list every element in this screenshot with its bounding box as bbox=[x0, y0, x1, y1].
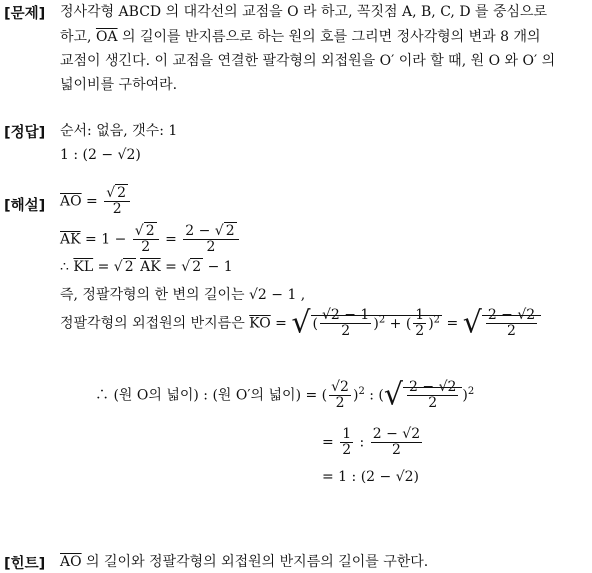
numerator: 2 − √ 2 bbox=[183, 224, 238, 240]
numerator: √ 2 bbox=[104, 186, 130, 202]
numerator: 1 bbox=[415, 307, 425, 323]
solution-label: [해설] bbox=[4, 198, 46, 214]
hint-line bbox=[60, 552, 428, 572]
segment-ko: $\overline{KO}$ bbox=[249, 315, 271, 332]
solution-ratio-line: ∴ (원 O의 넓이) : (원 O′의 넓이) = ( $\frac{√2}{2}$ )$^2$ : (√ $\frac{2 - √2}{2}$ )$^2$ bbox=[95, 377, 475, 413]
big-radical: √ bbox=[291, 305, 311, 341]
answer-line-2: 1 : (2 − √2) bbox=[60, 147, 141, 163]
equals: = bbox=[86, 193, 98, 210]
radicand: 2 bbox=[117, 185, 127, 201]
ratio-left: (원 O의 넓이) : (원 O′의 넓이) bbox=[113, 387, 302, 404]
numerator: 2 − √2 bbox=[487, 307, 536, 323]
numerator: 2 − √2 bbox=[409, 379, 457, 395]
denominator: 2 bbox=[428, 395, 438, 411]
denominator: 2 bbox=[341, 323, 351, 339]
segment-ao-hint: $\overline{AO}$ bbox=[60, 554, 82, 570]
problem-line-2 bbox=[60, 27, 541, 47]
numerator: 1 bbox=[342, 426, 352, 442]
numerator: √ 2 bbox=[133, 224, 159, 240]
solution-ak-line bbox=[60, 224, 241, 255]
segment-ak-2: $\overline{AK}$ bbox=[140, 259, 161, 275]
therefore-symbol: ∴ bbox=[60, 259, 69, 275]
radicand-expression-2 bbox=[482, 307, 541, 339]
radicand: 2 bbox=[225, 223, 235, 239]
segment-oa: $\overline{OA}$ bbox=[95, 29, 118, 45]
solution-line-4: 즉, 정팔각형의 한 변의 길이는 √2 − 1 , bbox=[60, 287, 306, 303]
problem-line-2-post: 의 길이를 반지름으로 하는 원의 호를 그리면 정사각형의 변과 8 개의 bbox=[122, 29, 541, 45]
segment-kl: $\overline{KL}$ bbox=[73, 259, 94, 275]
hint-label: [힌트] bbox=[4, 556, 46, 572]
fraction-sqrt2-over-2 bbox=[329, 380, 351, 411]
big-radical-3: √ bbox=[383, 377, 404, 413]
problem-line-1: 정사각형 ABCD 의 대각선의 교점을 O 라 하고, 꼭짓점 A, B, C, D 를 중심으로 bbox=[60, 4, 548, 20]
solution-ao-line bbox=[60, 186, 132, 217]
radicand: 2 bbox=[192, 259, 202, 275]
denominator: 2 bbox=[335, 395, 345, 411]
answer-line-1: 순서: 없음, 갯수: 1 bbox=[60, 123, 178, 139]
numerator: 2 − √2 bbox=[372, 426, 421, 442]
fraction-1-over-2 bbox=[340, 427, 353, 458]
fraction-sqrt2-over-2 bbox=[104, 186, 130, 217]
fraction-sqrt2-minus-1-over-2 bbox=[320, 308, 371, 339]
equals: = bbox=[85, 231, 97, 248]
radicand-expression-3 bbox=[403, 379, 462, 411]
fraction-2-minus-sqrt2-over-2 bbox=[183, 224, 238, 255]
big-radical-2: √ bbox=[462, 305, 482, 341]
solution-ratio-line-2: = $\frac{1}{2}$ : $\frac{2 - √2}{2}$ bbox=[322, 426, 421, 458]
radicand: 2 bbox=[145, 223, 155, 239]
denominator: 2 bbox=[342, 442, 352, 458]
fraction-2-minus-sqrt2-over-2 bbox=[371, 427, 422, 458]
problem-line-2-pre: 하고, bbox=[60, 29, 92, 45]
solution-final: = 1 : (2 − √2) bbox=[322, 469, 419, 485]
denominator: 2 bbox=[415, 323, 425, 339]
problem-label: [문제] bbox=[4, 6, 46, 22]
segment-ak: $\overline{AK}$ bbox=[60, 231, 81, 248]
radicand-expression: ( $\frac{√2 - 1}{2}$ )$^2$ + ( $\frac{1}{2}$ )$^2$ bbox=[312, 307, 441, 339]
denominator: 2 bbox=[507, 323, 516, 339]
answer-label: [정답] bbox=[4, 125, 46, 141]
solution-radius-line: 정팔각형의 외접원의 반지름은 $\overline{KO}$ = √ ( $\frac{√2 - 1}{2}$ )$^2$ + ( $\frac{1}{2}$ )$^2$ = √ $\frac{2 - √2}{2}$ bbox=[60, 308, 541, 339]
radicand: 2 bbox=[124, 259, 134, 275]
therefore-symbol-2: ∴ bbox=[95, 387, 109, 404]
fraction-sqrt2-over-2 bbox=[133, 224, 159, 255]
hint-text: 의 길이와 정팔각형의 외접원의 반지름의 길이를 구한다. bbox=[86, 554, 429, 570]
denominator: 2 bbox=[391, 442, 401, 458]
denominator: 2 bbox=[112, 201, 122, 217]
solution-kl-line: ∴ $\overline{KL}$ = √ 2 $\overline{AK}$ = √ 2 − 1 bbox=[60, 259, 233, 275]
segment-ao: $\overline{AO}$ bbox=[60, 193, 82, 210]
one: 1 bbox=[101, 231, 111, 248]
fraction-2-minus-sqrt2-over-2 bbox=[407, 380, 458, 411]
numerator: √2 bbox=[331, 379, 349, 395]
minus: − bbox=[114, 231, 127, 248]
radius-text: 정팔각형의 외접원의 반지름은 bbox=[60, 315, 245, 332]
denominator: 2 bbox=[141, 239, 151, 255]
problem-line-4: 넓이비를 구하여라. bbox=[60, 77, 178, 93]
fraction-1-over-2 bbox=[413, 308, 426, 339]
numerator: √2 − 1 bbox=[321, 307, 370, 323]
problem-line-3: 교점이 생긴다. 이 교점을 연결한 팔각형의 외접원을 O′ 이라 할 때, 원 O 와 O′ 의 bbox=[60, 53, 556, 69]
equals: = bbox=[165, 231, 177, 248]
denominator: 2 bbox=[206, 239, 216, 255]
fraction-2-minus-sqrt2-over-2 bbox=[486, 308, 537, 339]
